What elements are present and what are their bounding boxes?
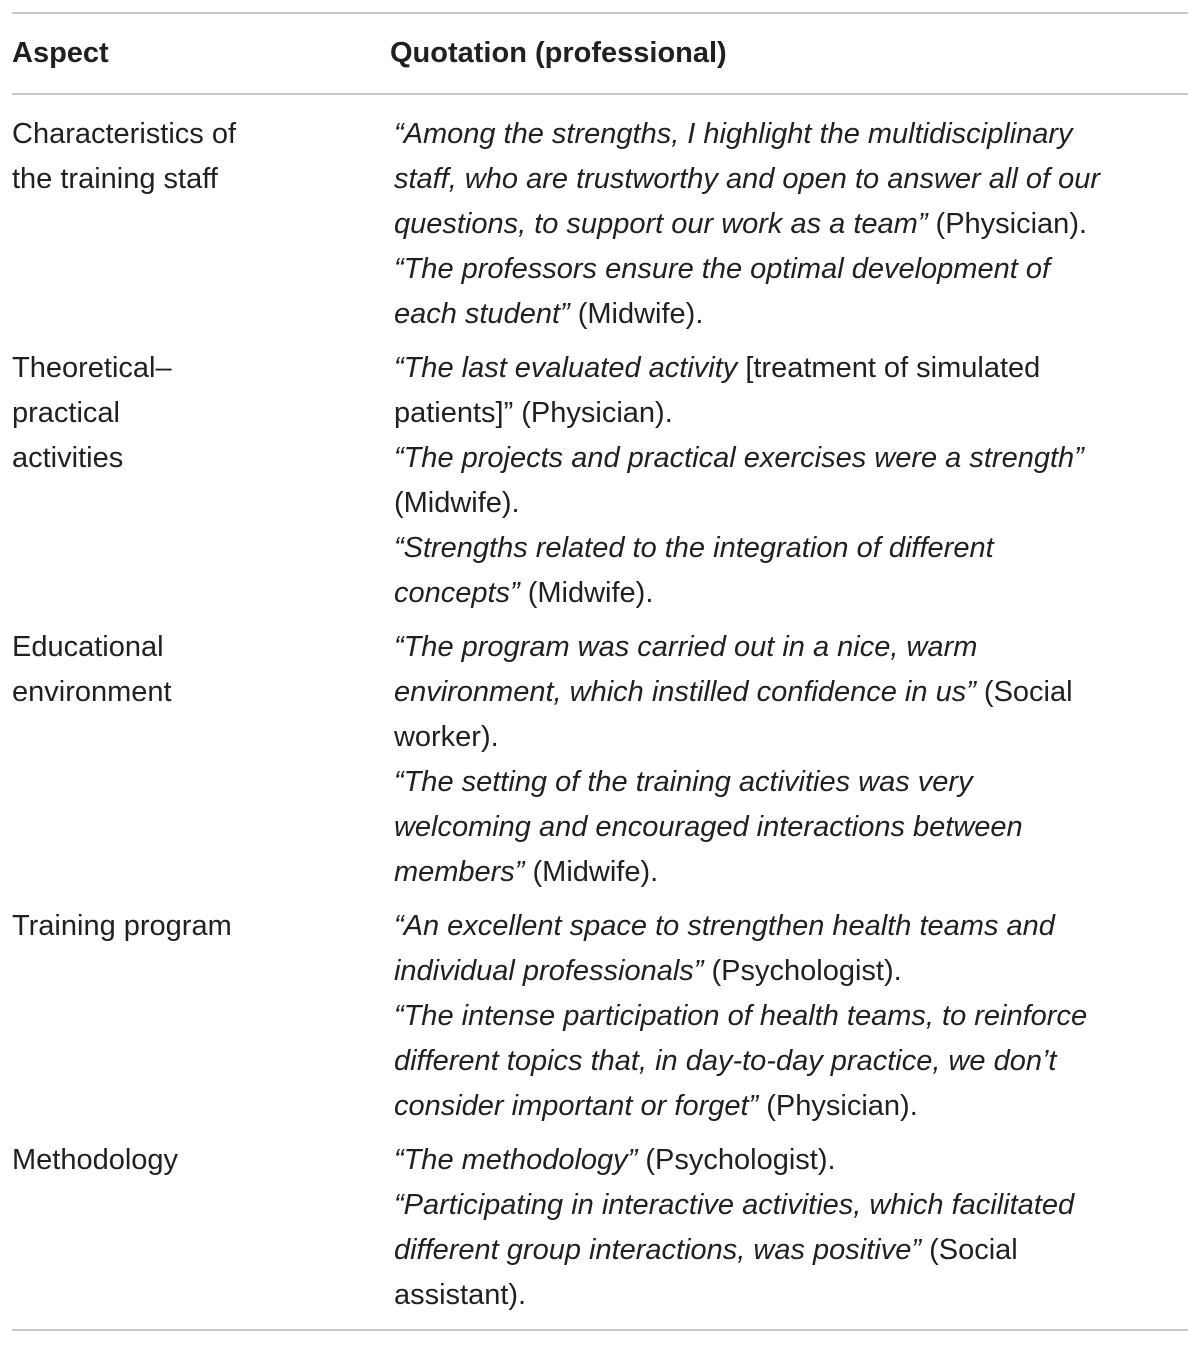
quotation-line <box>394 1228 1200 1273</box>
quotation-line <box>394 157 1200 202</box>
quote-text: consider important or forget” <box>393 1090 759 1122</box>
quote-text: each student” <box>393 298 570 330</box>
quote-attribution: [treatment of simulated <box>737 352 1041 384</box>
quotation-line <box>394 112 1200 157</box>
quotation <box>394 625 1200 760</box>
aspect-cell <box>0 346 394 625</box>
quotation-line <box>394 1138 1200 1183</box>
quotation-line <box>394 481 1200 526</box>
quote-text: “The professors ensure the optimal development of <box>393 253 1051 285</box>
quote-attribution: (Social <box>975 676 1073 708</box>
quotation-line <box>394 1084 1200 1129</box>
aspect-line: environment <box>12 676 172 708</box>
quote-attribution: (Psychologist). <box>703 955 902 987</box>
quotation <box>394 760 1200 895</box>
aspect-cell <box>0 112 394 346</box>
table-bottom-rule <box>12 1329 1188 1331</box>
quote-attribution: (Midwife). <box>393 487 520 519</box>
header-rule <box>12 93 1188 95</box>
table-row <box>0 112 1200 346</box>
header-quotation: Quotation (professional) <box>390 37 727 69</box>
quotation-cell <box>394 112 1200 346</box>
quotation-line <box>394 1183 1200 1228</box>
quote-attribution: (Physician). <box>927 208 1088 240</box>
quotation <box>394 526 1200 616</box>
aspect-line: practical <box>12 397 120 429</box>
quotation-line <box>394 904 1200 949</box>
quotation <box>394 436 1200 526</box>
quote-text: “Participating in interactive activities, which facilitated <box>393 1189 1075 1221</box>
quotation-line <box>394 526 1200 571</box>
quotation-line <box>394 1039 1200 1084</box>
quote-text: environment, which instilled confidence in us” <box>393 676 976 708</box>
quotation-cell <box>394 904 1200 1138</box>
quote-text: “The intense participation of health teams, to reinforce <box>393 1000 1088 1032</box>
aspect-line: the training staff <box>12 163 218 195</box>
quotation <box>394 1183 1200 1318</box>
aspect-cell <box>0 625 394 904</box>
quote-text: concepts” <box>393 577 520 609</box>
aspect-line: Methodology <box>12 1144 179 1176</box>
aspect-line: Characteristics of <box>12 118 237 150</box>
aspect-line: Theoretical– <box>12 352 172 384</box>
quote-text: “The program was carried out in a nice, warm <box>393 631 978 663</box>
quote-text: questions, to support our work as a team” <box>393 208 928 240</box>
quote-text: different topics that, in day-to-day practice, we don’t <box>393 1045 1057 1077</box>
quotation <box>394 1138 1200 1183</box>
quote-text: “Strengths related to the integration of different <box>393 532 994 564</box>
aspect-cell <box>0 904 394 1138</box>
quote-attribution: (Midwife). <box>569 298 704 330</box>
quotation <box>394 994 1200 1129</box>
quote-text: different group interactions, was positive” <box>393 1234 922 1266</box>
quote-attribution: patients]” (Physician). <box>393 397 673 429</box>
quotation-line <box>394 247 1200 292</box>
quotation-cell <box>394 1138 1200 1318</box>
quotation-line <box>394 436 1200 481</box>
quotation-line <box>394 715 1200 760</box>
quotation-line <box>394 760 1200 805</box>
quotation-cell <box>394 625 1200 904</box>
quote-attribution: assistant). <box>393 1279 527 1311</box>
quote-text: “The projects and practical exercises were a strength” <box>393 442 1084 474</box>
table-row <box>0 346 1200 625</box>
quotation-line <box>394 670 1200 715</box>
table-row <box>0 625 1200 904</box>
aspect-cell <box>0 1138 394 1318</box>
quote-attribution: (Midwife). <box>524 856 659 888</box>
quote-text: “The last evaluated activity <box>393 352 738 384</box>
quotation-line <box>394 805 1200 850</box>
quotation-line <box>394 292 1200 337</box>
table-row <box>0 1138 1200 1318</box>
quotation <box>394 346 1200 436</box>
quote-attribution: worker). <box>393 721 499 753</box>
quote-text: individual professionals” <box>393 955 704 987</box>
quote-attribution: (Midwife). <box>519 577 654 609</box>
quotation <box>394 904 1200 994</box>
quotation <box>394 247 1200 337</box>
quotation-line <box>394 850 1200 895</box>
quotation <box>394 112 1200 247</box>
quotation-line <box>394 949 1200 994</box>
table-top-rule <box>12 12 1188 14</box>
quote-text: staff, who are trustworthy and open to answer all of our <box>393 163 1100 195</box>
aspect-line: Educational <box>12 631 164 663</box>
quotation-line <box>394 1273 1200 1318</box>
aspect-line: activities <box>12 442 124 474</box>
quote-attribution: (Psychologist). <box>637 1144 836 1176</box>
quotation-line <box>394 994 1200 1039</box>
quotation-table <box>0 112 1200 1318</box>
quotation-line <box>394 346 1200 391</box>
quote-text: “An excellent space to strengthen health teams and <box>393 910 1055 942</box>
quote-text: “The setting of the training activities was very <box>393 766 973 798</box>
quote-attribution: (Social <box>921 1234 1018 1266</box>
quotation-line <box>394 391 1200 436</box>
quotation-line <box>394 571 1200 616</box>
quote-text: welcoming and encouraged interactions between <box>393 811 1023 843</box>
table-row <box>0 904 1200 1138</box>
quote-text: “Among the strengths, I highlight the multidisciplinary <box>393 118 1073 150</box>
quote-text: “The methodology” <box>393 1144 638 1176</box>
quote-attribution: (Physician). <box>758 1090 918 1122</box>
header-aspect: Aspect <box>12 37 109 69</box>
quote-text: members” <box>393 856 525 888</box>
aspect-line: Training program <box>12 910 232 942</box>
quotation-line <box>394 202 1200 247</box>
quotation-cell <box>394 346 1200 625</box>
quotation-line <box>394 625 1200 670</box>
